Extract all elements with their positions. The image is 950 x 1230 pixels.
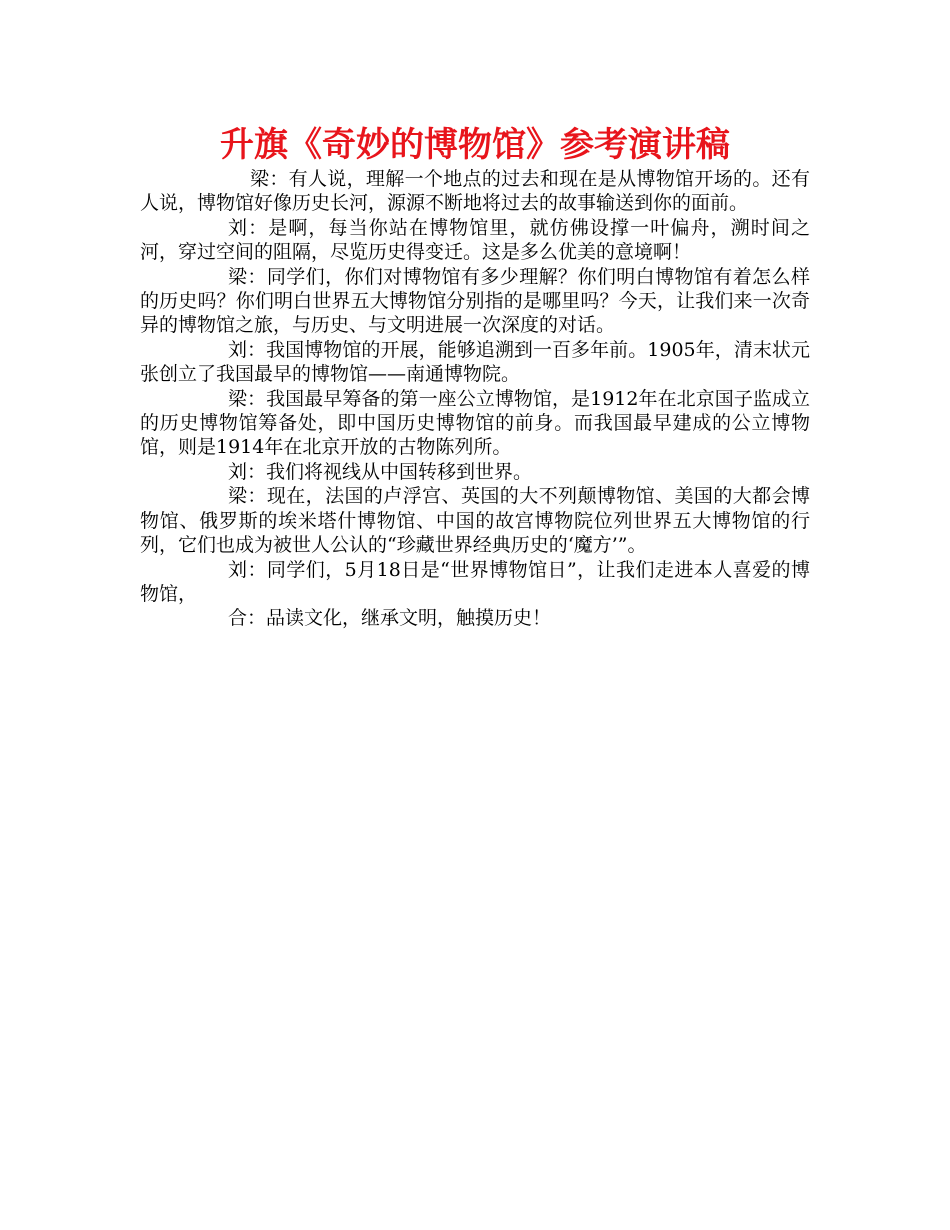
paragraph-5: 梁：我国最早筹备的第一座公立博物馆，是1912年在北京国子监成立的历史博物馆筹备处，即中国历史博物馆的前身。而我国最早建成的公立博物馆，则是1914年在北京开放的古物陈列所。 [140,387,810,459]
paragraph-4: 刘：我国博物馆的开展，能够追溯到一百多年前。1905年，清末状元张创立了我国最早的博物馆——南通博物院。 [140,338,810,386]
paragraph-1: 梁：有人说，理解一个地点的过去和现在是从博物馆开场的。还有人说，博物馆好像历史长河，源源不断地将过去的故事输送到你的面前。 [140,168,810,215]
page-title: 升旗《奇妙的博物馆》参考演讲稿 [220,125,730,165]
paragraph-3: 梁：同学们，你们对博物馆有多少理解？你们明白博物馆有着怎么样的历史吗？你们明白世界五大博物馆分别指的是哪里吗？今天，让我们来一次奇异的博物馆之旅，与历史、与文明进展一次深度的对话。 [140,265,810,337]
paragraph-6: 刘：我们将视线从中国转移到世界。 [228,460,533,483]
document-body [140,167,810,631]
paragraph-7: 梁：现在，法国的卢浮宫、英国的大不列颠博物馆、美国的大都会博物馆、俄罗斯的埃米塔什博物馆、中国的故宫博物院位列世界五大博物馆的行列，它们也成为被世人公认的“珍藏世界经典历史的‘魔方’”。 [140,485,810,557]
paragraph-2: 刘：是啊，每当你站在博物馆里，就仿佛设撑一叶偏舟，溯时间之河，穿过空间的阻隔，尽览历史得变迁。这是多么优美的意境啊！ [140,216,810,264]
paragraph-8: 刘：同学们，5月18日是“世界博物馆日”，让我们走进本人喜爱的博物馆， [140,558,810,605]
paragraph-9: 合：品读文化，继承文明，触摸历史！ [228,607,552,630]
